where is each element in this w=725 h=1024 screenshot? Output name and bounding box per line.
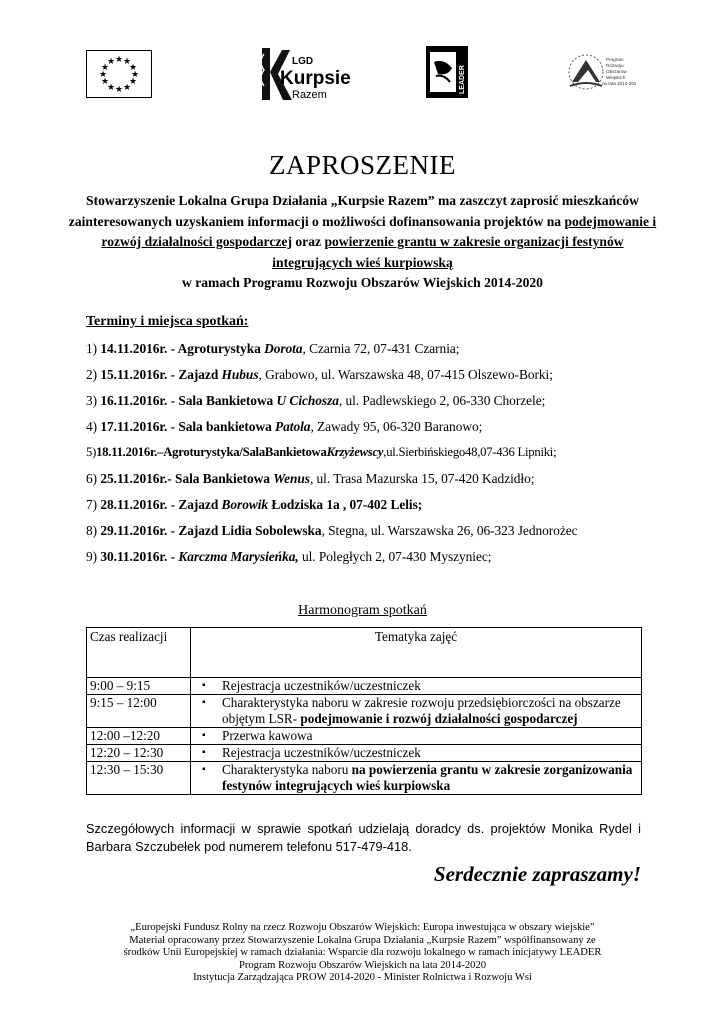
- column-header-topic: Tematyka zajęć: [191, 628, 642, 678]
- svg-text:★: ★: [114, 85, 124, 95]
- topic-text: Rejestracja uczestników/uczestniczek: [222, 745, 421, 760]
- table-row: [87, 695, 642, 728]
- meeting-address: , Zawady 95, 06-320 Baranowo;: [310, 419, 483, 434]
- meeting-date: 25.11.2016r.- Sala Bankietowa: [100, 471, 274, 486]
- intro-program-line: w ramach Programu Rozwoju Obszarów Wiejskich 2014-2020: [182, 275, 543, 290]
- prow-logo: [566, 48, 636, 100]
- footer-line: Instytucja Zarządzająca PROW 2014-2020 - Minister Rolnictwa i Rozwoju Wsi: [193, 972, 532, 983]
- lgd-logo-sub: Razem: [292, 89, 327, 101]
- page-title: ZAPROSZENIE: [269, 150, 456, 180]
- column-header-time: Czas realizacji: [87, 628, 191, 678]
- meeting-number: 5): [86, 445, 97, 459]
- meeting-item: [86, 549, 666, 565]
- schedule-table: [86, 627, 642, 795]
- footer-line: Program Rozwoju Obszarów Wiejskich na lata 2014-2020: [238, 959, 487, 971]
- topic-bold-text: na powierzenia grantu w zakresie zorganizowania festynów integrujących wieś kurpiowska: [222, 762, 633, 793]
- meeting-number: 1): [86, 341, 101, 356]
- time-cell: 12:30 – 15:30: [87, 762, 191, 795]
- footer-line: „Europejski Fundusz Rolny na rzecz Rozwoju Obszarów Wiejskich: Europa inwestująca w obszary wiejskie”: [130, 922, 595, 933]
- svg-text:★: ★: [106, 57, 116, 67]
- meeting-number: 4): [86, 419, 101, 434]
- meeting-venue: Krzyżewscy: [326, 445, 384, 459]
- topic-text: Przerwa kawowa: [222, 728, 313, 743]
- table-row: [87, 728, 642, 745]
- svg-text:★: ★: [100, 63, 110, 73]
- meeting-item: [86, 419, 666, 435]
- meeting-number: 8): [86, 523, 101, 538]
- lgd-logo-top: LGD: [292, 56, 314, 67]
- meeting-address: , Grabowo, ul. Warszawska 48, 07-415 Olszewo-Borki;: [258, 367, 553, 382]
- meeting-address: , Czarnia 72, 07-431 Czarnia;: [302, 341, 460, 356]
- topic-bold-text: podejmowanie i rozwój działalności gospodarczej: [300, 711, 578, 726]
- meeting-date: 17.11.2016r. - Sala bankietowa: [100, 419, 276, 434]
- svg-text:★: ★: [128, 77, 138, 87]
- footer-line: Materiał opracowany przez Stowarzyszenie Lokalna Grupa Działania „Kurpsie Razem” współfinansowany ze: [129, 934, 596, 946]
- meeting-item: [86, 497, 666, 513]
- leader-logo-text: LEADER: [459, 65, 466, 94]
- lgd-kurpsie-razem-logo: [248, 44, 368, 104]
- schedule-heading: Harmonogram spotkań: [298, 603, 427, 618]
- meeting-item: [86, 523, 666, 539]
- lgd-logo-main: Kurpsie: [280, 68, 351, 89]
- meeting-date: 18.11.2016r.–Agroturystyka/SalaBankietowa: [96, 445, 327, 459]
- meeting-address: ,ul.Sierbińskiego48,07-436 Lipniki;: [383, 445, 557, 459]
- topic-cell: [191, 678, 642, 695]
- meeting-item: [86, 341, 666, 357]
- bullet-icon: ▪: [202, 680, 206, 691]
- prow-logo-line: Program: [606, 57, 624, 62]
- time-cell: 9:15 – 12:00: [87, 695, 191, 728]
- topic-text: Rejestracja uczestników/uczestniczek: [222, 678, 421, 693]
- svg-text:★: ★: [100, 77, 110, 87]
- meetings-heading: Terminy i miejsca spotkań:: [86, 314, 249, 329]
- meeting-date: 29.11.2016r. - Zajazd Lidia Sobolewska: [100, 523, 322, 538]
- table-row: [87, 678, 642, 695]
- meeting-item: [86, 367, 666, 383]
- topic-cell: [191, 695, 642, 728]
- meeting-venue: U Cichosza: [276, 393, 339, 408]
- eu-stars-icon: [87, 51, 151, 97]
- time-cell: 12:00 –12:20: [87, 728, 191, 745]
- leader-logo: [426, 46, 468, 98]
- time-cell: 12:20 – 12:30: [87, 745, 191, 762]
- meeting-address: , Stegna, ul. Warszawska 26, 06-323 Jednorożec: [321, 523, 578, 538]
- intro-text: Stowarzyszenie Lokalna Grupa Działania „Kurpsie Razem” ma zaszczyt zaprosić mieszkańców zainteresowanych uzyskaniem informacji o możliwości dofinansowania projektów na: [68, 193, 639, 229]
- meeting-number: 3): [86, 393, 101, 408]
- contact-info: Szczegółowych informacji w sprawie spotkań udzielają doradcy ds. projektów Monika Rydel i Barbara Szczubełek pod numerem telefonu 517-479-418.: [86, 821, 641, 854]
- svg-text:★: ★: [98, 70, 108, 80]
- meeting-date: 15.11.2016r. - Zajazd: [100, 367, 222, 382]
- prow-logo-line: Obszarów: [606, 69, 627, 74]
- meeting-date: 28.11.2016r. - Zajazd: [100, 497, 222, 512]
- topic-text: Charakterystyka naboru w zakresie rozwoju przedsiębiorczości na obszarze objętym LSR-: [222, 695, 621, 726]
- meeting-date: 14.11.2016r. - Agroturystyka: [100, 341, 265, 356]
- svg-text:★: ★: [122, 83, 132, 93]
- intro-paragraph: [60, 191, 665, 294]
- topic-cell: [191, 745, 642, 762]
- meeting-number: 7): [86, 497, 101, 512]
- meeting-address: ul. Poległych 2, 07-430 Myszyniec;: [298, 549, 492, 564]
- eu-flag-logo: [86, 50, 152, 98]
- topic-cell: [191, 762, 642, 795]
- meeting-number: 2): [86, 367, 101, 382]
- meeting-venue: Karczma Marysieńka,: [178, 549, 299, 564]
- meeting-date: 16.11.2016r. - Sala Bankietowa: [100, 393, 277, 408]
- footer: [60, 922, 665, 985]
- intro-underlined-grant: powierzenie grantu w zakresie organizacji festynów integrujących wieś kurpiowską: [272, 234, 624, 270]
- meeting-venue: Patola: [275, 419, 311, 434]
- bullet-icon: ▪: [202, 697, 206, 708]
- intro-underlined-business: podejmowanie i rozwój działalności gospodarczej: [101, 213, 657, 249]
- svg-text:★: ★: [122, 57, 132, 67]
- meeting-number: 9): [86, 549, 101, 564]
- meeting-address: Łodziska 1a , 07-402 Lelis;: [268, 497, 423, 512]
- intro-text: oraz: [291, 234, 325, 249]
- bullet-icon: ▪: [202, 730, 206, 741]
- svg-text:★: ★: [114, 55, 124, 65]
- meeting-number: 6): [86, 471, 101, 486]
- table-row: [87, 745, 642, 762]
- meeting-address: , ul. Padlewskiego 2, 06-330 Chorzele;: [338, 393, 546, 408]
- bullet-icon: ▪: [202, 747, 206, 758]
- meeting-item: [86, 393, 666, 409]
- meeting-date: 30.11.2016r. -: [100, 549, 179, 564]
- meeting-item: [86, 445, 666, 460]
- logo-bar: [0, 44, 725, 104]
- meeting-venue: Borowik: [221, 497, 269, 512]
- table-row: [87, 762, 642, 795]
- svg-text:★: ★: [128, 63, 138, 73]
- prow-logo-line: Rozwoju: [606, 63, 624, 68]
- footer-line: środków Unii Europejskiej w ramach działania: Wsparcie dla rozwoju lokalnego w ramach inicjatywy LEADER: [123, 947, 602, 958]
- svg-text:★: ★: [106, 83, 116, 93]
- svg-text:★: ★: [130, 70, 140, 80]
- prow-logo-line: na lata 2014-2020: [602, 81, 636, 86]
- meeting-venue: Dorota: [264, 341, 303, 356]
- bullet-icon: ▪: [202, 764, 206, 775]
- table-header-row: [87, 628, 642, 678]
- closing-greeting: Serdecznie zapraszamy!: [433, 862, 641, 886]
- meeting-address: , ul. Trasa Mazurska 15, 07-420 Kadzidło;: [309, 471, 535, 486]
- topic-cell: [191, 728, 642, 745]
- meeting-venue: Hubus: [221, 367, 259, 382]
- time-cell: 9:00 – 9:15: [87, 678, 191, 695]
- topic-text: Charakterystyka naboru: [222, 762, 352, 777]
- meeting-item: [86, 471, 666, 487]
- meeting-venue: Wenus: [273, 471, 310, 486]
- prow-logo-line: Wiejskich: [606, 75, 626, 80]
